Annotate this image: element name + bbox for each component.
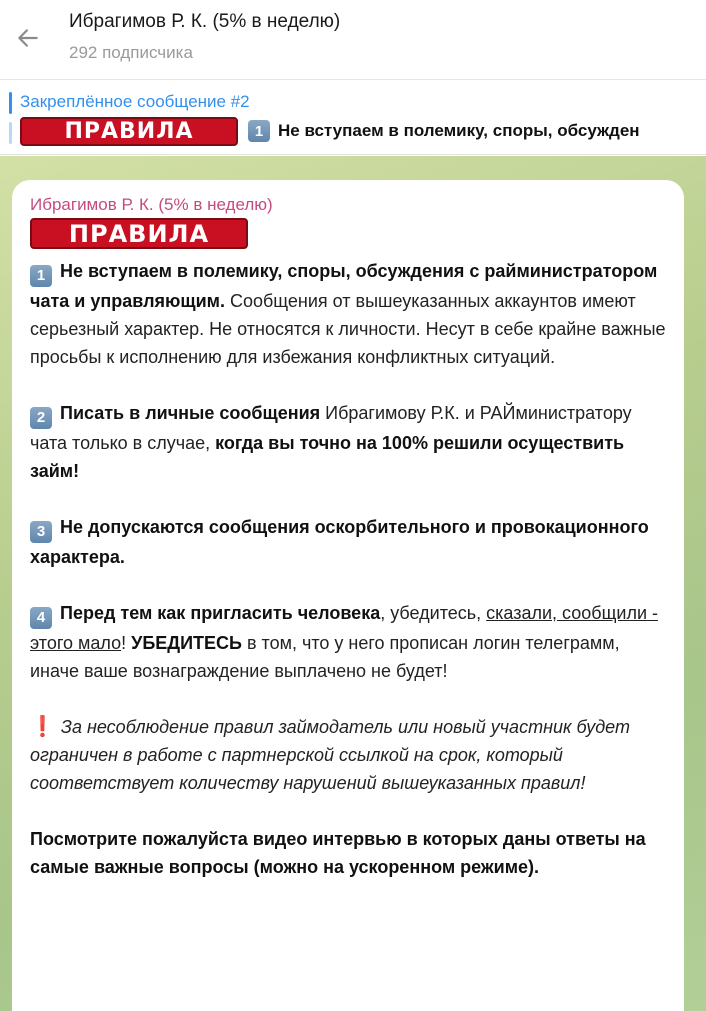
number-1-icon: 1 xyxy=(30,265,52,287)
chat-header xyxy=(0,0,706,80)
message-bubble xyxy=(12,180,684,1011)
number-4-icon: 4 xyxy=(30,607,52,629)
chat-title[interactable]: Ибрагимов Р. К. (5% в неделю) xyxy=(69,11,341,32)
subscriber-count: 292 подписчика xyxy=(69,43,193,62)
number-2-icon: 2 xyxy=(30,407,52,429)
pinned-preview[interactable] xyxy=(20,116,640,146)
pinned-label: Закреплённое сообщение #2 xyxy=(20,92,250,111)
rule-2: 2 Писать в личные сообщения Ибрагимову Р.К. и РАЙминистратору чата только в случае, когда вы точно на 100% решили осуществить займ! xyxy=(30,403,632,481)
message-sender[interactable]: Ибрагимов Р. К. (5% в неделю) xyxy=(30,195,273,214)
pravila-badge: ПРАВИЛА xyxy=(20,117,238,146)
number-1-icon: 1 xyxy=(248,120,270,142)
pinned-indicator xyxy=(9,92,12,144)
pravila-badge: ПРАВИЛА xyxy=(30,218,248,249)
rule-4: 4 Перед тем как пригласить человека, убедитесь, сказали, сообщили - этого мало! УБЕДИТЕСЬ в том, что у него прописан логин телеграмм, иначе ваше вознаграждение выплачено не будет! xyxy=(30,603,658,681)
message-text xyxy=(30,257,666,881)
video-note: Посмотрите пожалуйста видео интервью в которых даны ответы на самые важные вопросы (можно на ускоренном режиме). xyxy=(30,829,646,877)
warning-paragraph: ❗ За несоблюдение правил займодатель или новый участник будет ограничен в работе с партнерской ссылкой на срок, который соответствует количеству нарушений вышеуказанных правил! xyxy=(30,716,630,793)
exclamation-icon: ❗ xyxy=(30,716,55,738)
rule-3: 3 Не допускаются сообщения оскорбительного и провокационного характера. xyxy=(30,517,649,567)
arrow-left-icon xyxy=(15,25,41,51)
back-button[interactable] xyxy=(8,18,48,58)
rule-1: 1 Не вступаем в полемику, споры, обсуждения с райминистратором чата и управляющим. Сообщения от вышеуказанных аккаунтов имеют серьезный характер. Не относятся к личности. Несут в себе крайне важные просьбы к исполнению для избежания конфликтных ситуаций. xyxy=(30,261,666,367)
number-3-icon: 3 xyxy=(30,521,52,543)
pinned-text: Не вступаем в полемику, споры, обсужден xyxy=(278,121,640,140)
